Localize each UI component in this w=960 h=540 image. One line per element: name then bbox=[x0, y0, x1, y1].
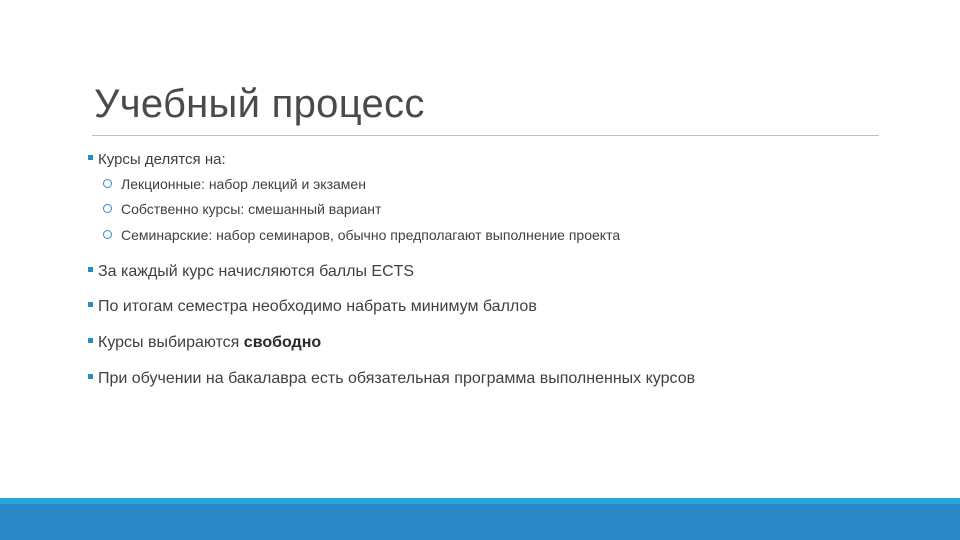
sub-bullet-lecture bbox=[103, 176, 366, 192]
bullet-free-prefix: Курсы выбираются bbox=[98, 334, 244, 351]
square-bullet-icon bbox=[88, 267, 93, 272]
bullet-intro bbox=[88, 151, 226, 168]
footer-bar bbox=[0, 498, 960, 540]
bullet-bachelor-text: При обучении на бакалавра есть обязательная программа выполненных курсов bbox=[98, 370, 696, 387]
square-bullet-icon bbox=[88, 374, 93, 379]
bullet-bachelor bbox=[88, 370, 695, 388]
bullet-ects bbox=[88, 263, 414, 281]
sub-bullet-seminar bbox=[103, 227, 620, 243]
slide-title: Учебный процесс bbox=[94, 82, 425, 126]
square-bullet-icon bbox=[88, 338, 93, 343]
circle-bullet-icon bbox=[103, 230, 112, 239]
bullet-intro-text: Курсы делятся на: bbox=[98, 151, 226, 168]
sub-bullet-text: Собственно курсы: смешанный вариант bbox=[121, 201, 382, 217]
circle-bullet-icon bbox=[103, 179, 112, 188]
sub-bullet-text: Лекционные: набор лекций и экзамен bbox=[121, 176, 366, 192]
footer-accent-stripe bbox=[0, 498, 960, 504]
bullet-minimum-text: По итогам семестра необходимо набрать минимум баллов bbox=[98, 298, 537, 315]
bullet-minimum bbox=[88, 298, 537, 316]
title-divider bbox=[92, 135, 879, 136]
square-bullet-icon bbox=[88, 302, 93, 307]
bullet-free-choice bbox=[88, 334, 321, 352]
bullet-ects-text: За каждый курс начисляются баллы ECTS bbox=[98, 263, 415, 280]
square-bullet-icon bbox=[88, 155, 93, 160]
bullet-free-emphasis: свободно bbox=[243, 334, 322, 351]
sub-bullet-mixed bbox=[103, 201, 381, 217]
circle-bullet-icon bbox=[103, 204, 112, 213]
sub-bullet-text: Семинарские: набор семинаров, обычно предполагают выполнение проекта bbox=[121, 227, 621, 243]
